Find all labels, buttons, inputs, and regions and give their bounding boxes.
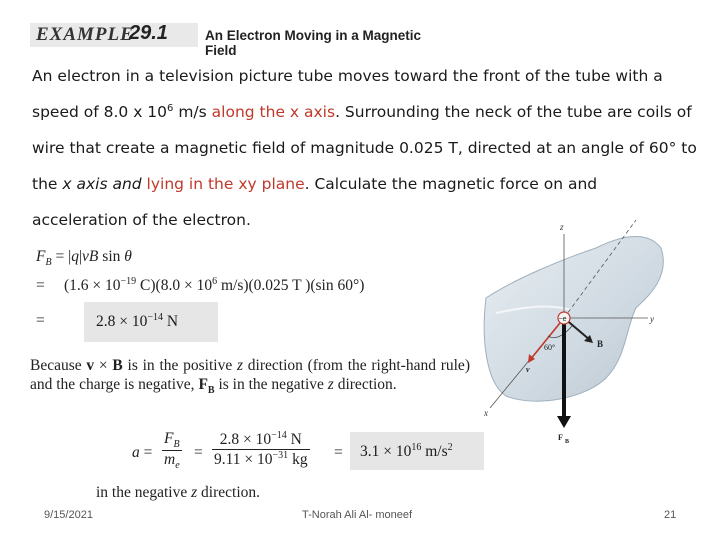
svg-text:F: F: [558, 433, 563, 442]
highlight-xy-plane: lying in the xy plane: [146, 175, 305, 193]
page-number: 21: [664, 509, 677, 521]
force-substitution: = ($1.6 \times 10^{-19}$ $C)(8.0 \times 10^6$ m/s)(0.025 T )(sin 60°): [36, 276, 365, 295]
svg-text:B: B: [565, 439, 570, 445]
direction-explanation: Because v × B is in the positive z direction (from the right-hand rule) and the charge is negative, $F_B$ is in the negative z direction.: [30, 357, 470, 397]
accel-fraction-1: $\frac{F_B}{m_e}$: [164, 430, 180, 472]
problem-text-2: m/s: [173, 103, 212, 121]
problem-text-1: An electron in a television picture tube moves toward the front of the tube with a speed of 8.0 x 10: [32, 67, 663, 121]
accel-result: $3.1 \times 10^{16}$ $m/s^2$: [360, 442, 453, 461]
problem-text-3: . Surrounding the neck of the tube are coils of wire that create a magnetic field of magnitude 0.025 T, directed at an angle of 60° to the: [32, 103, 697, 193]
problem-italic-x-axis: x axis and: [62, 175, 147, 193]
example-word: EXAMPLE: [36, 24, 134, 45]
force-result: $2.8 \times 10^{-14}$ N: [96, 312, 179, 331]
example-number: 29.1: [129, 22, 168, 44]
example-header: [30, 20, 450, 58]
svg-text:y: y: [650, 314, 654, 324]
svg-text:60°: 60°: [544, 343, 556, 352]
svg-text:−e: −e: [558, 316, 567, 323]
speed-exponent: 6: [167, 102, 174, 114]
accel-fraction-2: $\frac{2.8 \times 10^{-14} N}{9.11 \times 10^{-31} kg}$: [214, 430, 308, 469]
svg-text:B: B: [597, 339, 604, 349]
svg-text:z: z: [560, 222, 564, 232]
svg-text:v: v: [526, 365, 530, 374]
picture-tube-shape: [484, 236, 663, 401]
example-title: An Electron Moving in a Magnetic Field: [205, 28, 422, 58]
highlight-along-x: along the x axis: [211, 103, 336, 121]
tube-diagram: [476, 218, 676, 450]
footer-author: T-Norah Ali Al- moneef: [302, 509, 413, 521]
problem-statement: [32, 58, 697, 238]
force-formula: $F_B = |q|vB$ sin θ: [36, 248, 132, 269]
electron-field-figure: [476, 218, 676, 450]
svg-text:x: x: [484, 408, 488, 418]
footer-date: 9/15/2021: [44, 509, 93, 521]
force-result-equals: =: [36, 312, 45, 329]
problem-text-4: . Calculate the magnetic force on and acceleration of the electron.: [32, 175, 598, 229]
accel-direction: in the negative z direction.: [96, 484, 261, 501]
